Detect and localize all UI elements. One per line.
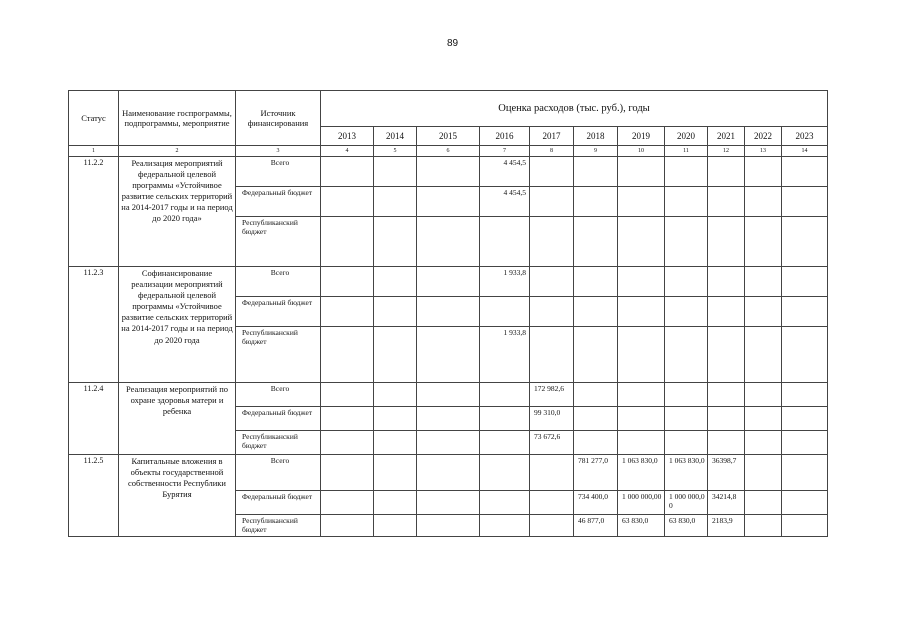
value-cell xyxy=(618,267,665,297)
value-cell xyxy=(480,383,530,407)
value-cell xyxy=(665,407,708,431)
column-number: 7 xyxy=(480,146,530,157)
value-cell xyxy=(782,157,828,187)
funding-source: Федеральный бюджет xyxy=(236,407,321,431)
value-cell xyxy=(574,327,618,383)
value-cell xyxy=(745,407,782,431)
value-cell xyxy=(374,267,417,297)
value-cell xyxy=(745,267,782,297)
value-cell: 34214,8 xyxy=(708,491,745,515)
value-cell: 1 063 830,0 xyxy=(665,455,708,491)
value-cell xyxy=(665,383,708,407)
column-number: 14 xyxy=(782,146,828,157)
value-cell: 1 000 000,00 xyxy=(665,491,708,515)
value-cell xyxy=(480,297,530,327)
value-cell xyxy=(618,431,665,455)
funding-source: Республиканский бюджет xyxy=(236,431,321,455)
value-cell xyxy=(665,267,708,297)
table-row xyxy=(69,455,828,491)
value-cell xyxy=(665,327,708,383)
measure-code: 11.2.3 xyxy=(69,267,119,383)
value-cell xyxy=(417,157,480,187)
value-cell xyxy=(321,515,374,537)
value-cell xyxy=(417,327,480,383)
value-cell: 73 672,6 xyxy=(530,431,574,455)
value-cell xyxy=(374,407,417,431)
value-cell xyxy=(417,491,480,515)
value-cell xyxy=(480,407,530,431)
value-cell xyxy=(782,267,828,297)
value-cell xyxy=(782,327,828,383)
value-cell xyxy=(708,297,745,327)
year-header: 2021 xyxy=(708,127,745,146)
value-cell xyxy=(745,187,782,217)
value-cell xyxy=(574,383,618,407)
value-cell xyxy=(618,327,665,383)
value-cell: 172 982,6 xyxy=(530,383,574,407)
value-cell xyxy=(321,267,374,297)
measure-code: 11.2.5 xyxy=(69,455,119,537)
value-cell: 46 877,0 xyxy=(574,515,618,537)
value-cell xyxy=(530,217,574,267)
value-cell xyxy=(530,515,574,537)
value-cell xyxy=(574,157,618,187)
value-cell xyxy=(708,157,745,187)
header-status: Статус xyxy=(69,91,119,146)
table-row xyxy=(69,157,828,187)
column-numbers-row xyxy=(69,146,828,157)
funding-source: Всего xyxy=(236,383,321,407)
value-cell xyxy=(782,491,828,515)
value-cell xyxy=(574,297,618,327)
year-header: 2013 xyxy=(321,127,374,146)
value-cell xyxy=(745,515,782,537)
value-cell xyxy=(745,491,782,515)
value-cell xyxy=(782,187,828,217)
value-cell xyxy=(618,157,665,187)
value-cell xyxy=(530,297,574,327)
value-cell xyxy=(618,297,665,327)
value-cell xyxy=(782,383,828,407)
value-cell: 1 063 830,0 xyxy=(618,455,665,491)
column-number: 3 xyxy=(236,146,321,157)
table-row xyxy=(69,383,828,407)
value-cell xyxy=(530,455,574,491)
measure-code: 11.2.2 xyxy=(69,157,119,267)
year-header: 2016 xyxy=(480,127,530,146)
value-cell xyxy=(480,515,530,537)
value-cell xyxy=(782,297,828,327)
value-cell xyxy=(708,187,745,217)
value-cell xyxy=(417,431,480,455)
value-cell xyxy=(374,515,417,537)
value-cell xyxy=(374,217,417,267)
value-cell xyxy=(374,491,417,515)
value-cell xyxy=(321,327,374,383)
value-cell xyxy=(745,383,782,407)
year-header: 2022 xyxy=(745,127,782,146)
value-cell xyxy=(417,383,480,407)
value-cell xyxy=(417,455,480,491)
value-cell xyxy=(530,187,574,217)
funding-source: Республиканский бюджет xyxy=(236,217,321,267)
column-number: 12 xyxy=(708,146,745,157)
value-cell xyxy=(745,297,782,327)
year-header: 2014 xyxy=(374,127,417,146)
value-cell xyxy=(417,515,480,537)
value-cell xyxy=(745,455,782,491)
value-cell: 36398,7 xyxy=(708,455,745,491)
page-number: 89 xyxy=(446,38,459,49)
value-cell xyxy=(530,157,574,187)
value-cell: 63 830,0 xyxy=(618,515,665,537)
value-cell xyxy=(480,455,530,491)
table-body xyxy=(69,157,828,537)
measure-name: Реализация мероприятий федеральной целевой программы «Устойчивое развитие сельских территорий на 2014-2017 годы и на период до 2020 года» xyxy=(119,157,236,267)
value-cell xyxy=(321,455,374,491)
funding-source: Федеральный бюджет xyxy=(236,491,321,515)
measure-name: Реализация мероприятий по охране здоровья матери и ребенка xyxy=(119,383,236,455)
header-source: Источник финансирования xyxy=(236,91,321,146)
value-cell xyxy=(782,407,828,431)
value-cell xyxy=(574,431,618,455)
value-cell xyxy=(665,157,708,187)
column-number: 4 xyxy=(321,146,374,157)
value-cell xyxy=(321,187,374,217)
funding-source: Федеральный бюджет xyxy=(236,187,321,217)
value-cell xyxy=(480,217,530,267)
value-cell xyxy=(708,327,745,383)
value-cell: 4 454,5 xyxy=(480,157,530,187)
value-cell: 1 933,8 xyxy=(480,267,530,297)
value-cell xyxy=(708,217,745,267)
value-cell xyxy=(665,431,708,455)
column-number: 2 xyxy=(119,146,236,157)
measure-name: Софинансирование реализации мероприятий федеральной целевой программы «Устойчивое развитие сельских территорий на 2014-2017 годы и на период до 2020 года xyxy=(119,267,236,383)
year-header: 2017 xyxy=(530,127,574,146)
value-cell xyxy=(321,491,374,515)
value-cell xyxy=(321,383,374,407)
value-cell: 4 454,5 xyxy=(480,187,530,217)
value-cell xyxy=(782,431,828,455)
value-cell xyxy=(665,187,708,217)
value-cell xyxy=(374,431,417,455)
value-cell xyxy=(530,267,574,297)
value-cell xyxy=(708,267,745,297)
value-cell xyxy=(618,187,665,217)
year-header: 2018 xyxy=(574,127,618,146)
value-cell xyxy=(745,157,782,187)
year-header: 2020 xyxy=(665,127,708,146)
value-cell xyxy=(321,297,374,327)
column-number: 1 xyxy=(69,146,119,157)
column-number: 5 xyxy=(374,146,417,157)
expenses-table xyxy=(68,90,828,537)
table-header xyxy=(69,91,828,157)
year-header: 2019 xyxy=(618,127,665,146)
measure-code: 11.2.4 xyxy=(69,383,119,455)
value-cell: 1 000 000,00 xyxy=(618,491,665,515)
value-cell xyxy=(417,187,480,217)
value-cell xyxy=(530,491,574,515)
value-cell: 2183,9 xyxy=(708,515,745,537)
funding-source: Всего xyxy=(236,455,321,491)
funding-source: Всего xyxy=(236,157,321,187)
value-cell xyxy=(745,327,782,383)
value-cell xyxy=(321,431,374,455)
column-number: 8 xyxy=(530,146,574,157)
value-cell: 63 830,0 xyxy=(665,515,708,537)
column-number: 11 xyxy=(665,146,708,157)
funding-source: Республиканский бюджет xyxy=(236,515,321,537)
value-cell xyxy=(618,217,665,267)
value-cell xyxy=(618,407,665,431)
value-cell xyxy=(618,383,665,407)
value-cell xyxy=(782,515,828,537)
value-cell xyxy=(417,217,480,267)
value-cell: 781 277,0 xyxy=(574,455,618,491)
value-cell: 99 310,0 xyxy=(530,407,574,431)
column-number: 6 xyxy=(417,146,480,157)
value-cell xyxy=(782,217,828,267)
value-cell xyxy=(574,187,618,217)
funding-source: Всего xyxy=(236,267,321,297)
funding-source: Федеральный бюджет xyxy=(236,297,321,327)
column-number: 10 xyxy=(618,146,665,157)
value-cell xyxy=(374,383,417,407)
value-cell xyxy=(665,217,708,267)
value-cell xyxy=(574,267,618,297)
value-cell xyxy=(374,327,417,383)
header-name: Наименование госпрограммы, подпрограммы, мероприятие xyxy=(119,91,236,146)
value-cell xyxy=(417,297,480,327)
value-cell xyxy=(480,491,530,515)
column-number: 9 xyxy=(574,146,618,157)
year-header: 2023 xyxy=(782,127,828,146)
year-header: 2015 xyxy=(417,127,480,146)
value-cell xyxy=(374,455,417,491)
value-cell xyxy=(480,431,530,455)
value-cell xyxy=(708,383,745,407)
value-cell xyxy=(374,297,417,327)
measure-name: Капитальные вложения в объекты государственной собственности Республики Бурятия xyxy=(119,455,236,537)
value-cell xyxy=(574,217,618,267)
value-cell xyxy=(321,217,374,267)
value-cell xyxy=(665,297,708,327)
value-cell xyxy=(417,407,480,431)
header-estimate: Оценка расходов (тыс. руб.), годы xyxy=(321,91,828,127)
value-cell xyxy=(321,157,374,187)
value-cell xyxy=(574,407,618,431)
value-cell xyxy=(708,407,745,431)
table-row xyxy=(69,267,828,297)
value-cell xyxy=(321,407,374,431)
value-cell xyxy=(708,431,745,455)
value-cell xyxy=(374,187,417,217)
value-cell: 1 933,8 xyxy=(480,327,530,383)
value-cell xyxy=(745,431,782,455)
value-cell xyxy=(782,455,828,491)
value-cell xyxy=(530,327,574,383)
value-cell xyxy=(374,157,417,187)
value-cell xyxy=(417,267,480,297)
value-cell: 734 400,0 xyxy=(574,491,618,515)
value-cell xyxy=(745,217,782,267)
funding-source: Республиканский бюджет xyxy=(236,327,321,383)
column-number: 13 xyxy=(745,146,782,157)
